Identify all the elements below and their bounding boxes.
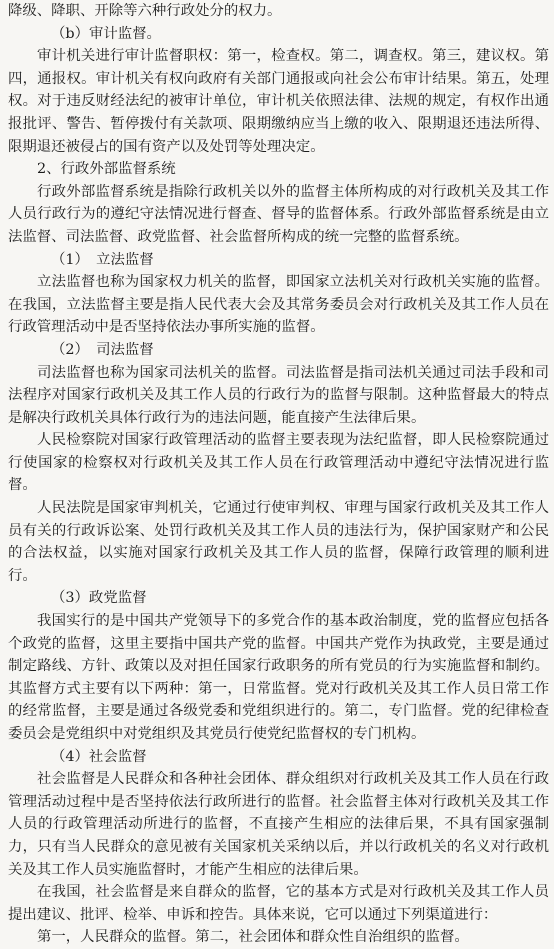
paragraph: 立法监督也称为国家权力机关的监督，即国家立法机关对行政机关实施的监督。在我国，立法监督主要是指人民代表大会及其常务委员会对行政机关及其工作人员在行政管理活动中是否坚持依法办事所实施的监督。 bbox=[8, 274, 549, 336]
section-heading: （1） 立法监督 bbox=[51, 251, 154, 268]
paragraph: 降级、降职、开除等六种行政处分的权力。 bbox=[8, 3, 282, 19]
paragraph: 人民法院是国家审判机关，它通过行使审判权、审理与国家行政机关及其工作人员有关的行政诉讼案、处罚行政机关及其工作人员的违法行为，保护国家财产和公民的合法权益，以实施对国家行政机关及其工作人员的监督，保障行政管理的顺利进行。 bbox=[8, 500, 549, 584]
section-heading: （3）政党监督 bbox=[51, 590, 147, 607]
paragraph: 行政外部监督系统是指除行政机关以外的监督主体所构成的对行政机关及其工作人员行政行为的遵纪守法情况进行督查、督导的监督体系。行政外部监督系统是由立法监督、司法监督、政党监督、社会监督所构成的统一完整的监督系统。 bbox=[8, 183, 549, 245]
document-body bbox=[8, 0, 549, 949]
paragraph: 我国实行的是中国共产党领导下的多党合作的基本政治制度，党的监督应包括各个政党的监督，这里主要指中国共产党的监督。中国共产党作为执政党，主要是通过制定路线、方针、政策以及对担任国家行政职务的所有党员的行为实施监督和制约。其监督方式主要有以下两种：第一，日常监督。党对行政机关及其工作人员日常工作的经常监督，主要是通过各级党委和党组织进行的。第二，专门监督。党的纪律检查委员会是党组织中对党组织及其党员行使党纪监督权的专门机构。 bbox=[8, 613, 549, 742]
paragraph: 人民检察院对国家行政管理活动的监督主要表现为法纪监督，即人民检察院通过行使国家的检察权对行政机关及其工作人员在行政管理活动中遵纪守法情况进行监督。 bbox=[8, 432, 549, 494]
section-heading: （b）审计监督。 bbox=[51, 25, 161, 42]
paragraph: 司法监督也称为国家司法机关的监督。司法监督是指司法机关通过司法手段和司法程序对国家行政机关及其工作人员的行政行为的监督与限制。这种监督最大的特点是解决行政机关具体行政行为的违法问题，能直接产生法律后果。 bbox=[8, 364, 549, 426]
section-heading: （4）社会监督 bbox=[51, 748, 147, 765]
paragraph: 社会监督是人民群众和各种社会团体、群众组织对行政机关及其工作人员在行政管理活动过程中是否坚持依法行政所进行的监督。社会监督主体对行政机关及其工作人员的行政管理活动所进行的监督，不直接产生相应的法律后果，不具有国家强制力，只有当人民群众的意见被有关国家机关采纳以后，并以行政机关的名义对行政机关及其工作人员实施监督时，才能产生相应的法律后果。 bbox=[8, 771, 549, 878]
paragraph: 在我国，社会监督是来自群众的监督，它的基本方式是对行政机关及其工作人员提出建议、批评、检举、申诉和控告。具体来说，它可以通过下列渠道进行： bbox=[8, 884, 549, 923]
paragraph: 审计机关进行审计监督职权：第一，检查权。第二，调查权。第三，建议权。第四，通报权。审计机关有权向政府有关部门通报或向社会公布审计结果。第五，处理权。对于违反财经法纪的被审计单位，审计机关依照法律、法规的规定，有权作出通报批评、警告、暂停拨付有关款项、限期缴纳应当上缴的收入、限期退还违法所得、限期退还被侵占的国有资产以及处罚等处理决定。 bbox=[8, 48, 549, 155]
paragraph: 第一，人民群众的监督。第二，社会团体和群众性自治组织的监督。 bbox=[37, 929, 469, 946]
section-heading: 2、行政外部监督系统 bbox=[37, 161, 176, 178]
section-heading: （2） 司法监督 bbox=[51, 341, 154, 358]
